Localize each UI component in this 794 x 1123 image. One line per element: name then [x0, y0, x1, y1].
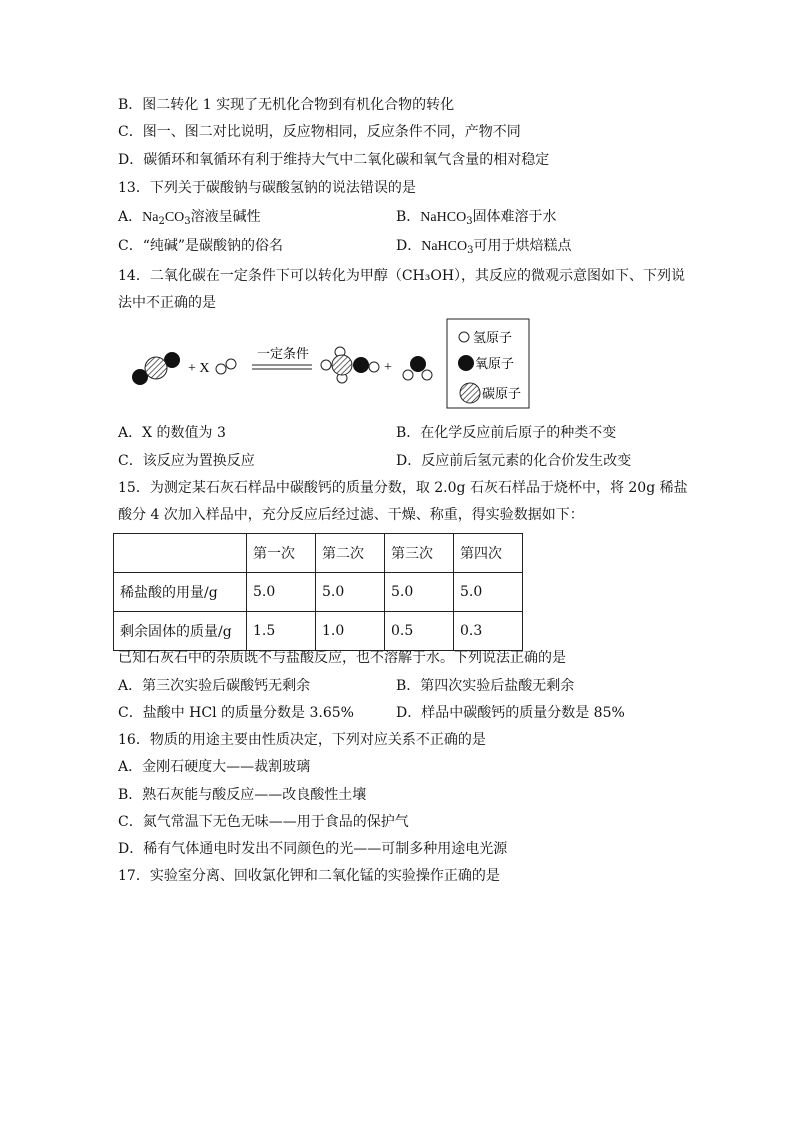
q14-option-c: C．该反应为置换反应	[118, 453, 255, 469]
q13-option-c: C．“纯碱”是碳酸钠的俗名	[118, 238, 284, 254]
q14-option-d: D．反应前后氢元素的化合价发生改变	[396, 453, 632, 469]
table-cell: 剩余固体的质量/g	[114, 612, 247, 651]
q12-option-b: B．图二转化 1 实现了无机化合物到有机化合物的转化	[118, 97, 455, 113]
plus-x-label: + X	[188, 361, 210, 376]
legend-oxygen: 氧原子	[475, 357, 515, 372]
q16-option-d: D．稀有气体通电时发出不同颜色的光——可制多种用途电光源	[118, 841, 508, 857]
table-row	[114, 573, 523, 612]
q14-option-b: B．在化学反应前后原子的种类不变	[396, 425, 617, 441]
plus-sign: +	[384, 360, 392, 375]
q13-option-b: B．NaHCO$_3$固体难溶于水	[396, 209, 557, 227]
q13-stem: 13．下列关于碳酸钠与碳酸氢钠的说法错误的是	[118, 180, 416, 196]
q12-option-c: C．图一、图二对比说明，反应物相同，反应条件不同，产物不同	[118, 124, 521, 140]
h2o-molecule	[403, 356, 432, 380]
q14-option-a: A．X 的数值为 3	[118, 425, 226, 441]
table-cell: 5.0	[316, 573, 385, 612]
q13-option-d: D．NaHCO$_3$可用于烘焙糕点	[396, 238, 572, 256]
q13-option-a: A．$Na_2CO_3$溶液呈碱性	[118, 209, 261, 227]
table-cell: 稀盐酸的用量/g	[114, 573, 247, 612]
q15-option-a: A．第三次实验后碳酸钙无剩余	[118, 678, 311, 694]
q16-option-b: B．熟石灰能与酸反应——改良酸性土壤	[118, 787, 367, 803]
legend-carbon: 碳原子	[482, 387, 522, 402]
q14-stem-line1: 14．二氧化碳在一定条件下可以转化为甲醇（CH₃OH），其反应的微观示意图如下、下列说	[118, 268, 686, 284]
table-cell: 5.0	[247, 573, 316, 612]
reaction-condition: 一定条件	[257, 347, 310, 362]
table-cell: 0.5	[385, 612, 454, 651]
q16-option-a: A．金刚石硬度大——裁割玻璃	[118, 759, 311, 775]
table-header-cell: 第一次	[247, 534, 316, 573]
table-row	[114, 612, 523, 651]
q14-stem-line2: 法中不正确的是	[118, 295, 216, 311]
h2-molecule	[216, 359, 236, 374]
legend-hydrogen: 氢原子	[473, 331, 513, 346]
table-cell: 1.5	[247, 612, 316, 651]
q15-option-c: C．盐酸中 HCl 的质量分数是 3.65%	[118, 705, 354, 721]
reaction-diagram	[120, 318, 540, 416]
table-cell: 5.0	[385, 573, 454, 612]
ch3oh-molecule	[321, 347, 379, 383]
q15-stem-line1: 15．为测定某石灰石样品中碳酸钙的质量分数，取 2.0g 石灰石样品于烧杯中，将 20g 稀盐	[118, 480, 688, 496]
table-cell: 5.0	[454, 573, 523, 612]
co2-molecule	[132, 352, 180, 385]
q15-option-b: B．第四次实验后盐酸无剩余	[396, 678, 575, 694]
table-cell	[114, 534, 247, 573]
table-header-cell: 第二次	[316, 534, 385, 573]
carbon-atom-icon	[460, 383, 480, 403]
table-header-row	[114, 534, 523, 573]
q15-note: 已知石灰石中的杂质既不与盐酸反应，也不溶解于水。下列说法正确的是	[118, 650, 566, 666]
q16-stem: 16．物质的用途主要由性质决定，下列对应关系不正确的是	[118, 732, 486, 748]
table-cell: 0.3	[454, 612, 523, 651]
hydrogen-atom-icon	[459, 332, 469, 342]
oxygen-atom-icon	[458, 355, 474, 371]
q15-option-d: D．样品中碳酸钙的质量分数是 85%	[396, 705, 625, 721]
q16-option-c: C．氮气常温下无色无味——用于食品的保护气	[118, 814, 409, 830]
experiment-data-table	[113, 533, 523, 651]
q17-stem: 17．实验室分离、回收氯化钾和二氧化锰的实验操作正确的是	[118, 868, 500, 884]
table-cell: 1.0	[316, 612, 385, 651]
table-header-cell: 第三次	[385, 534, 454, 573]
q12-option-d: D．碳循环和氧循环有利于维持大气中二氧化碳和氧气含量的相对稳定	[118, 152, 550, 168]
q15-stem-line2: 酸分 4 次加入样品中，充分反应后经过滤、干燥、称重，得实验数据如下：	[118, 507, 584, 523]
table-header-cell: 第四次	[454, 534, 523, 573]
